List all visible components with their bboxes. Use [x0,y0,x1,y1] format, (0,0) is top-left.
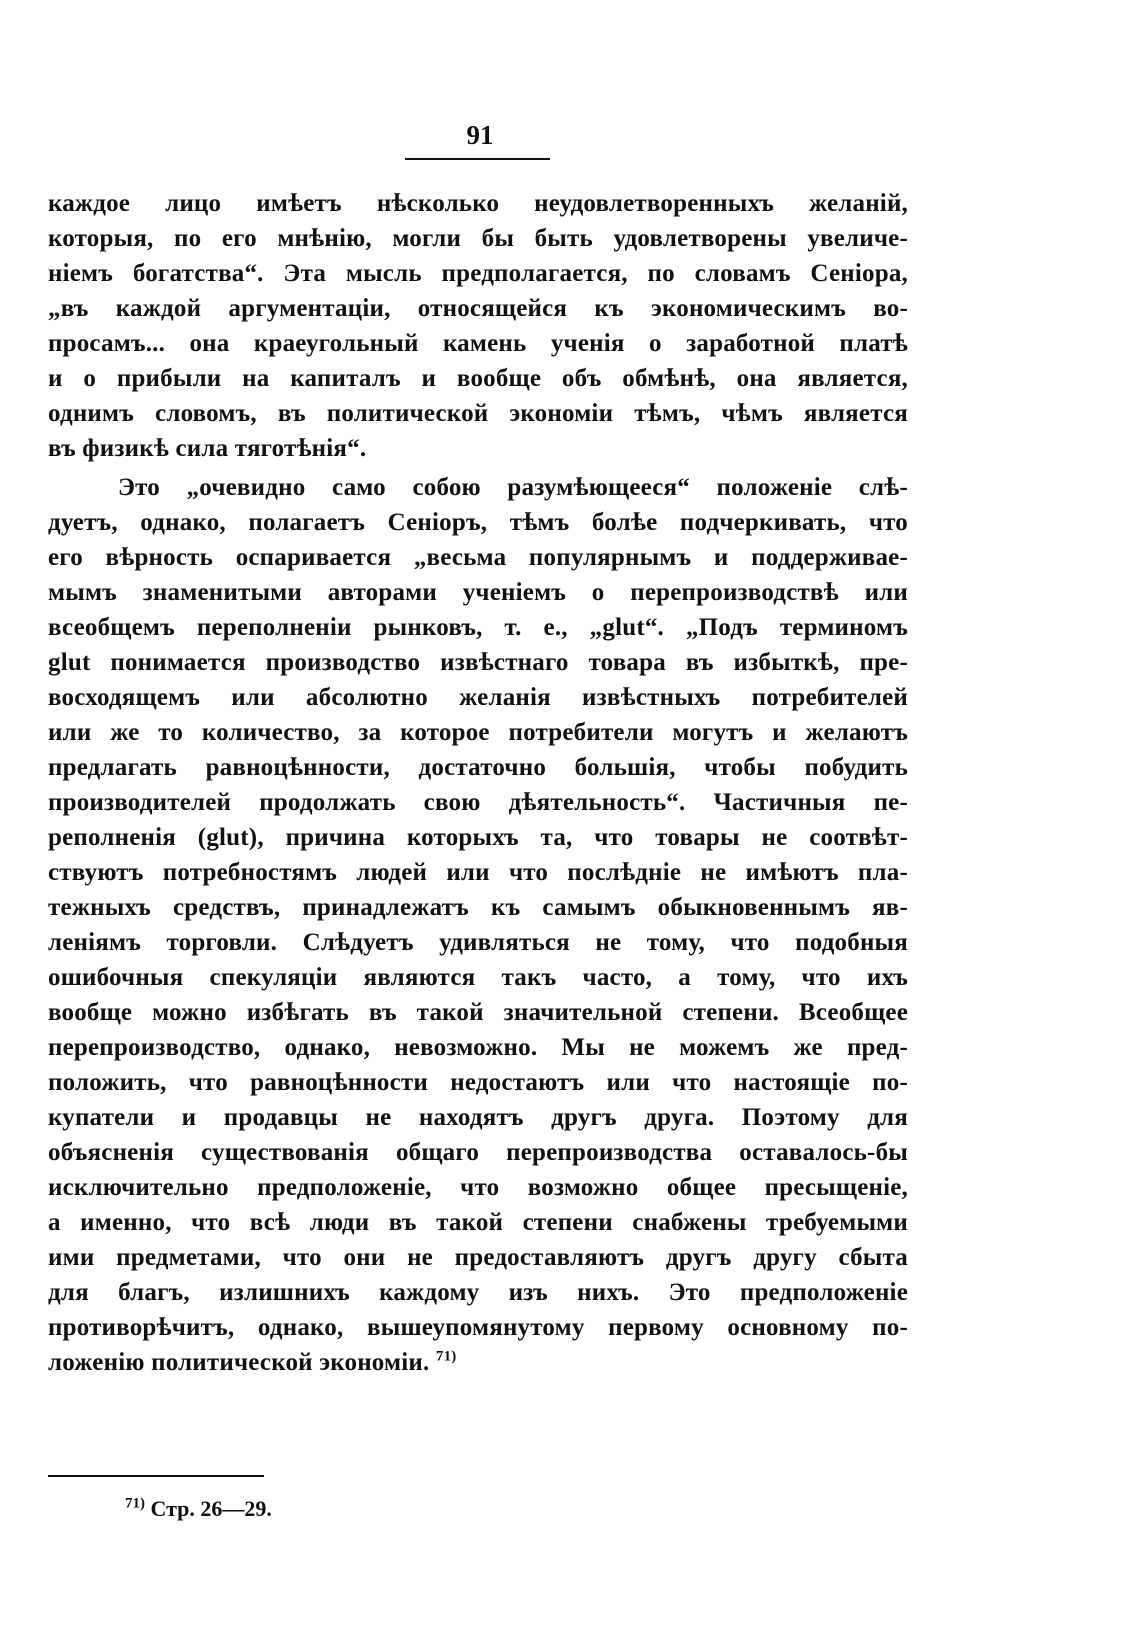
text-line: всеобщемъ переполненіи рынковъ, т. е., „glut“. „Подъ терминомъ [48,614,908,641]
text-line: тежныхъ средствъ, принадлежатъ къ самымъ обыкновеннымъ яв- [48,894,908,921]
text-line: объясненія существованія общаго перепроизводства оставалось-бы [48,1139,908,1166]
text-line: а именно, что всѣ люди въ такой степени снабжены требуемыми [48,1209,908,1236]
text-line: просамъ... она краеугольный камень ученія о заработной платѣ [48,330,908,357]
text-line: или же то количество, за которое потребители могутъ и желаютъ [48,719,908,746]
text-line: мымъ знаменитыми авторами ученіемъ о перепроизводствѣ или [48,579,908,606]
text-line: производителей продолжать свою дѣятельность“. Частичныя пе- [48,789,908,816]
text-line: вообще можно избѣгать въ такой значительной степени. Всеобщее [48,999,908,1026]
body-text [48,186,908,1380]
text-line: его вѣрность оспаривается „весьма популярнымъ и поддерживае- [48,544,908,571]
text-line: ими предметами, что они не предоставляютъ другъ другу сбыта [48,1244,908,1271]
text-line: ствуютъ потребностямъ людей или что послѣдніе не имѣютъ пла- [48,859,908,886]
text-line: въ физикѣ сила тяготѣнія“. [48,435,367,462]
text-line: и о прибыли на капиталъ и вообще объ обмѣнѣ, она является, [48,365,908,392]
footnote-rule [48,1475,264,1477]
text-line: перепроизводство, однако, невозможно. Мы не можемъ же пред- [48,1034,908,1061]
text-line: для благъ, излишнихъ каждому изъ нихъ. Это предположеніе [48,1279,908,1306]
page-number: 91 [466,120,494,150]
text-line: положить, что равноцѣнности недостаютъ или что настоящіе по- [48,1069,908,1096]
text-line: купатели и продавцы не находятъ другъ друга. Поэтому для [48,1104,908,1131]
text-line: восходящемъ или абсолютно желанія извѣстныхъ потребителей [48,684,908,711]
text-line: реполненія (glut), причина которыхъ та, что товары не соотвѣт- [48,824,908,851]
text-line: предлагать равноцѣнности, достаточно большія, чтобы побудить [48,754,908,781]
text-line: исключительно предположеніе, что возможно общее пресыщеніе, [48,1174,908,1201]
text-line: glut понимается производство извѣстнаго товара въ избыткѣ, пре- [48,649,908,676]
text-line: Это „очевидно само собою разумѣющееся“ положеніе слѣ- [118,474,908,501]
text-line: леніямъ торговли. Слѣдуетъ удивляться не тому, что подобныя [48,929,908,956]
header-rule [405,158,550,160]
text-line: „въ каждой аргументаціи, относящейся къ экономическимъ во- [48,295,908,322]
paragraph-1 [48,186,908,466]
text-line: однимъ словомъ, въ политической экономіи тѣмъ, чѣмъ является [48,400,908,427]
text-line: ошибочныя спекуляціи являются такъ часто, а тому, что ихъ [48,964,908,991]
text-line: ніемъ богатства“. Эта мысль предполагается, по словамъ Сеніора, [48,260,908,287]
footnote-text: Стр. 26—29. [150,1496,272,1521]
text-line-last [48,1345,908,1380]
paragraph-2 [48,470,908,1380]
footnote-marker: 71) [125,1495,145,1512]
footnote-reference[interactable]: 71) [435,1348,457,1365]
text-line: противорѣчитъ, однако, вышеупомянутому первому основному по- [48,1314,908,1341]
text-line: каждое лицо имѣетъ нѣсколько неудовлетворенныхъ желаній, [48,190,908,217]
text-line: дуетъ, однако, полагаетъ Сеніоръ, тѣмъ болѣе подчеркивать, что [48,509,908,536]
footnote [125,1494,272,1524]
text-line: которыя, по его мнѣнію, могли бы быть удовлетворены увеличе- [48,225,908,252]
text-line-content: ложенію политической экономіи. [48,1349,430,1376]
